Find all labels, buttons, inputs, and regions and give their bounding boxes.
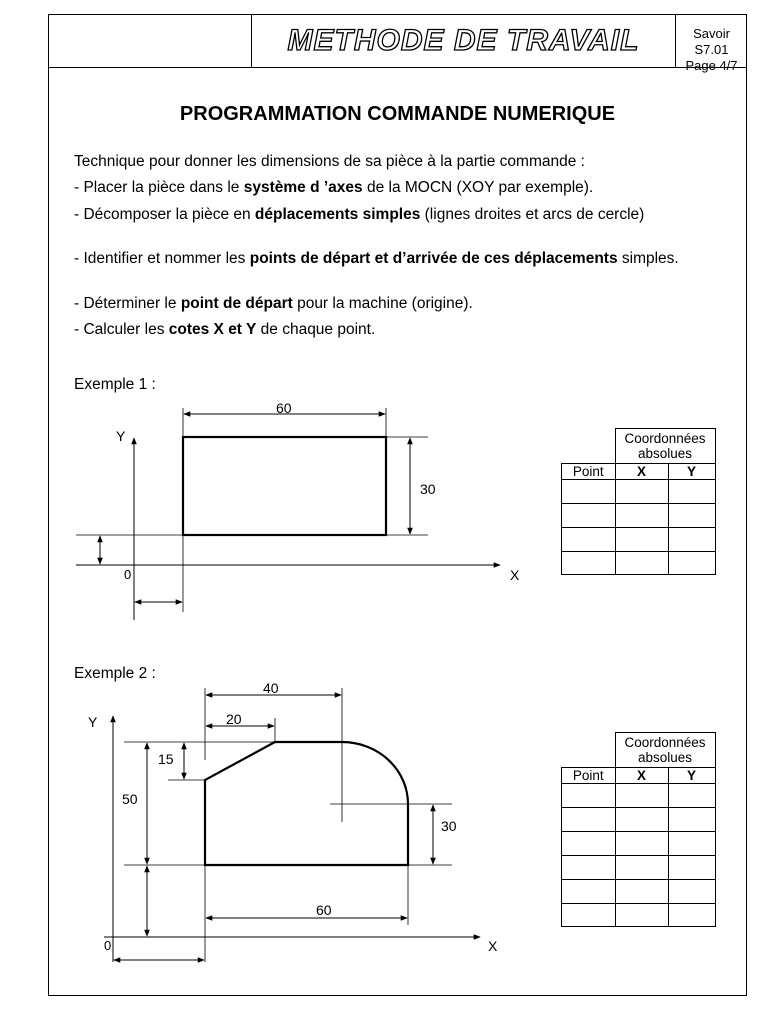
intro-text: pour la machine (origine).: [292, 295, 473, 312]
ex2-table-header-line2: absolues: [637, 750, 693, 765]
intro-text: - Décomposer la pièce en: [74, 206, 255, 223]
header-page-number: Page 4/7: [685, 58, 738, 73]
example-1-coordinates-table: [561, 428, 716, 575]
ex1-col-y: Y: [668, 464, 715, 480]
ex1-table-header-line1: Coordonnées: [624, 431, 706, 446]
example-2-label: Exemple 2 :: [74, 665, 156, 682]
ex2-table-header-line1: Coordonnées: [624, 735, 706, 750]
intro-bold: points de départ et d’arrivée de ces déplacements: [249, 250, 618, 267]
ex1-y-label: Y: [116, 428, 126, 444]
intro-text: - Identifier et nommer les: [74, 250, 250, 267]
ex1-dim-height-label: 30: [420, 481, 436, 497]
ex1-col-x: X: [615, 464, 668, 480]
table-row: [562, 552, 716, 575]
ex2-dim-15-label: 15: [158, 751, 174, 767]
table-row: [562, 832, 716, 856]
example-1-label: Exemple 1 :: [74, 376, 156, 393]
table-row: [562, 880, 716, 904]
ex2-dim-60-label: 60: [316, 902, 332, 918]
table-row: [562, 480, 716, 504]
ex2-dim-40-label: 40: [263, 680, 279, 696]
table-row: [562, 528, 716, 552]
ex2-col-x: X: [615, 768, 668, 784]
table-row: [562, 808, 716, 832]
header-title: METHODE DE TRAVAIL: [287, 24, 640, 57]
intro-bold: déplacements simples: [254, 206, 421, 223]
intro-text: - Déterminer le: [74, 295, 181, 312]
intro-bold: cotes X et Y: [168, 321, 257, 338]
ex2-origin-label: 0: [104, 938, 112, 953]
ex2-part-outline: [205, 742, 408, 865]
ex2-table-group-header: [615, 733, 715, 768]
intro-bold: point de départ: [180, 295, 293, 312]
intro-text: simples.: [617, 250, 679, 267]
ex2-dim-30-label: 30: [441, 818, 457, 834]
ex2-col-point: Point: [562, 768, 616, 784]
ex2-x-label: X: [488, 938, 498, 954]
intro-text: - Placer la pièce dans le: [74, 179, 244, 196]
ex2-col-y: Y: [668, 768, 715, 784]
ex1-dim-width-label: 60: [276, 400, 292, 416]
table-row: [562, 904, 716, 927]
ex2-y-label: Y: [88, 714, 98, 730]
ex2-dim-20-label: 20: [226, 711, 242, 727]
ex1-origin-label: 0: [124, 567, 132, 582]
ex2-dim-50-label: 50: [122, 791, 138, 807]
ex1-x-label: X: [510, 567, 520, 583]
table-row: [562, 856, 716, 880]
table-row: [562, 504, 716, 528]
ex1-col-point: Point: [562, 464, 616, 480]
intro-text: de la MOCN (XOY par exemple).: [362, 179, 594, 196]
ex1-table-header-line2: absolues: [637, 446, 693, 461]
header-savoir: Savoir S7.01: [693, 26, 730, 57]
intro-text: de chaque point.: [256, 321, 376, 338]
ex1-part-rectangle: [183, 437, 386, 535]
ex1-table-group-header: [615, 429, 715, 464]
main-title: PROGRAMMATION COMMANDE NUMERIQUE: [179, 103, 616, 125]
intro-text: (lignes droites et arcs de cercle): [420, 206, 645, 223]
intro-bold: système d ’axes: [243, 179, 363, 196]
intro-text: Technique pour donner les dimensions de sa pièce à la partie commande :: [74, 153, 585, 170]
intro-text: - Calculer les: [74, 321, 169, 338]
table-row: [562, 784, 716, 808]
example-2-coordinates-table: [561, 732, 716, 927]
